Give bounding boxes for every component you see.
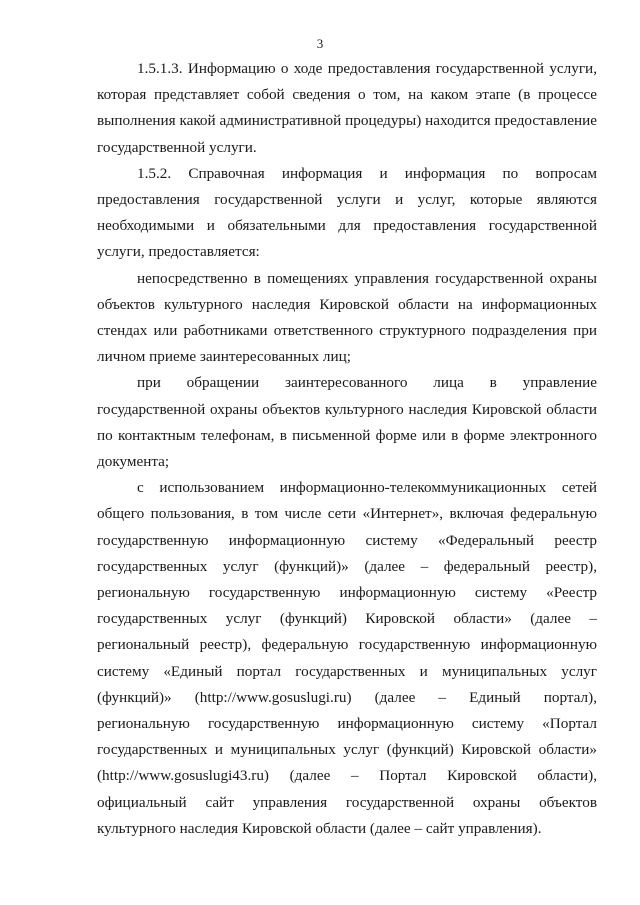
paragraph-1-5-2: 1.5.2. Справочная информация и информация по вопросам предоставления государственной услуги и услуг, которые являются необходимыми и обязательными для предоставления государственной услуги, предоставляется: (97, 164, 597, 261)
document-body (97, 56, 597, 842)
paragraph-internet: с использованием информационно-телекоммуникационных сетей общего пользования, в том числе сети «Интернет», включая федеральную государственную информационную систему «Федеральный реестр государственных услуг (функций)» (далее – федеральный реестр), региональную государственную информационную систему «Реестр государственных услуг (функций) Кировской области» (далее – региональный реестр), федеральную государственную информационную систему «Единый портал государственных и муниципальных услуг (функций)» (http://www.gosuslugi.ru) (далее – Единый портал), региональную государственную информационную систему «Портал государственных и муниципальных услуг (функций) Кировской области» (http://www.gosuslugi43.ru) (далее – Портал Кировской области), официальный сайт управления государственной охраны объектов культурного наследия Кировской области (далее – сайт управления). (97, 479, 597, 837)
paragraph-in-person: непосредственно в помещениях управления государственной охраны объектов культурного наследия Кировской области на информационных стендах или работниками ответственного структурного подразделения при личном приеме заинтересованных лиц; (97, 269, 597, 366)
page-number: 3 (316, 36, 324, 51)
paragraph-by-request: при обращении заинтересованного лица в управление государственной охраны объектов культурного наследия Кировской области по контактным телефонам, в письменной форме или в форме электронного документа; (97, 374, 597, 471)
paragraph-1-5-1-3: 1.5.1.3. Информацию о ходе предоставления государственной услуги, которая представляет собой сведения о том, на каком этапе (в процессе выполнения какой административной процедуры) находится предоставление государственной услуги. (97, 60, 597, 156)
